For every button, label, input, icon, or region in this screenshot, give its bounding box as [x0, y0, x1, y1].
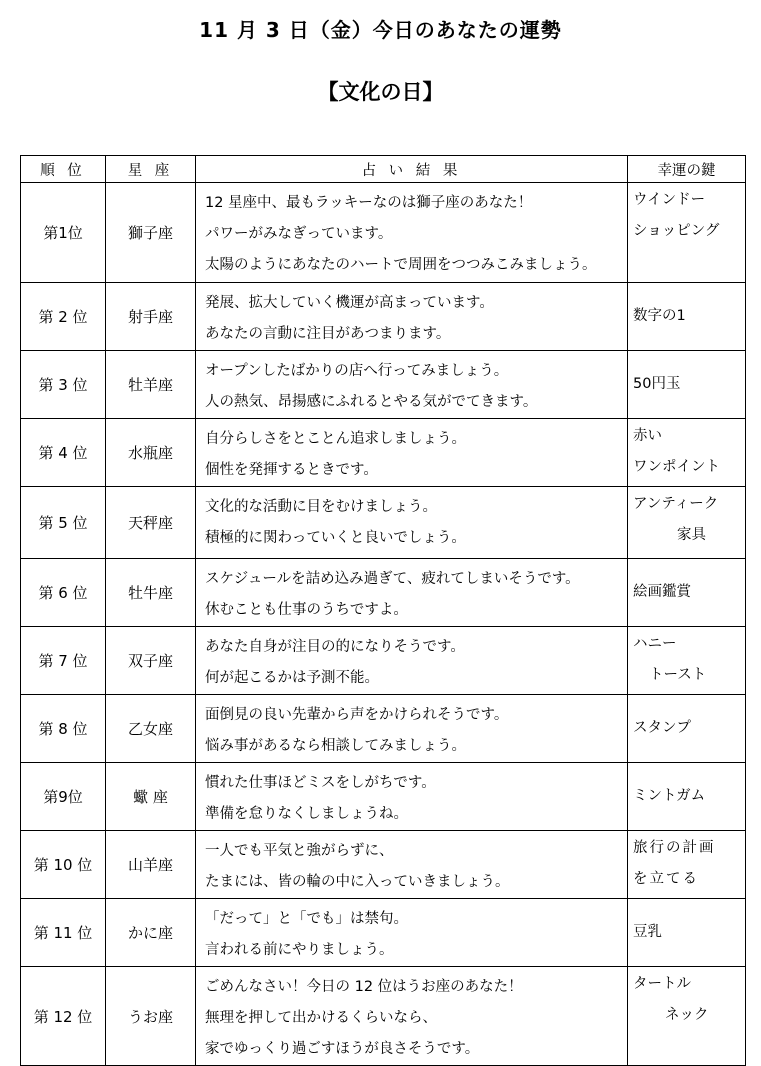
lucky-key-cell — [628, 559, 746, 627]
header-sign: 星 座 — [106, 156, 196, 183]
result-line: 個性を発揮するときです。 — [205, 462, 378, 478]
table-row — [21, 899, 746, 967]
rank-cell: 第 6 位 — [21, 559, 106, 627]
sign-cell: 双子座 — [106, 627, 196, 695]
table-row — [21, 283, 746, 351]
rank-cell: 第 11 位 — [21, 899, 106, 967]
lucky-key-cell — [628, 831, 746, 899]
lucky-key-cell — [628, 283, 746, 351]
result-cell — [196, 967, 628, 1066]
rank-cell: 第9位 — [21, 763, 106, 831]
rank-cell: 第 4 位 — [21, 419, 106, 487]
result-line: 積極的に関わっていくと良いでしょう。 — [205, 530, 466, 546]
result-line: 言われる前にやりましょう。 — [205, 942, 394, 958]
rank-cell: 第 3 位 — [21, 351, 106, 419]
lucky-key-cell — [628, 967, 746, 1066]
fortune-table — [20, 155, 746, 1066]
result-line: あなたの言動に注目があつまります。 — [205, 326, 451, 342]
result-line: 慣れた仕事ほどミスをしがちです。 — [205, 775, 436, 791]
lucky-key-cell — [628, 627, 746, 695]
result-line: 休むことも仕事のうちですよ。 — [205, 602, 408, 618]
result-cell — [196, 487, 628, 559]
result-line: 何が起こるかは予測不能。 — [205, 670, 379, 686]
result-cell — [196, 351, 628, 419]
lucky-key-line: 赤い — [633, 428, 662, 444]
rank-cell: 第 12 位 — [21, 967, 106, 1066]
page-title: 11 月 3 日（金）今日のあなたの運勢 — [199, 18, 562, 42]
sign-cell: 蠍 座 — [106, 763, 196, 831]
lucky-key-line: 数字の1 — [633, 308, 686, 324]
lucky-key-line: ショッピング — [633, 223, 720, 239]
table-row — [21, 559, 746, 627]
lucky-key-line: を立てる — [633, 871, 699, 887]
result-cell — [196, 283, 628, 351]
lucky-key-line: 50円玉 — [633, 376, 681, 392]
lucky-key-cell — [628, 487, 746, 559]
header-rank: 順 位 — [21, 156, 106, 183]
sign-cell: うお座 — [106, 967, 196, 1066]
result-cell — [196, 695, 628, 763]
rank-cell: 第 5 位 — [21, 487, 106, 559]
rank-cell: 第 8 位 — [21, 695, 106, 763]
result-line: スケジュールを詰め込み過ぎて、疲れてしまいそうです。 — [205, 571, 580, 587]
result-line: 発展、拡大していく機運が高まっています。 — [205, 295, 494, 311]
lucky-key-cell — [628, 899, 746, 967]
sign-cell: 水瓶座 — [106, 419, 196, 487]
result-line: 一人でも平気と強がらずに、 — [205, 843, 394, 859]
table-row — [21, 967, 746, 1066]
result-line: 無理を押して出かけるくらいなら、 — [205, 1010, 437, 1026]
result-line: 悩み事があるなら相談してみましょう。 — [205, 738, 466, 754]
result-line: 家でゆっくり過ごすほうが良さそうです。 — [205, 1041, 480, 1057]
sign-cell: 牡羊座 — [106, 351, 196, 419]
lucky-key-line: ハニー — [633, 636, 677, 652]
rank-cell: 第 10 位 — [21, 831, 106, 899]
result-line: パワーがみなぎっています。 — [205, 226, 393, 242]
result-cell — [196, 183, 628, 283]
rank-cell: 第 2 位 — [21, 283, 106, 351]
sign-cell: 獅子座 — [106, 183, 196, 283]
result-cell — [196, 899, 628, 967]
result-line: オープンしたばかりの店へ行ってみましょう。 — [205, 363, 509, 379]
result-line: たまには、皆の輪の中に入っていきましょう。 — [205, 874, 510, 890]
sign-cell: 乙女座 — [106, 695, 196, 763]
rank-cell: 第1位 — [21, 183, 106, 283]
result-line: 面倒見の良い先輩から声をかけられそうです。 — [205, 707, 509, 723]
result-cell — [196, 559, 628, 627]
sign-cell: かに座 — [106, 899, 196, 967]
lucky-key-line: ミントガム — [633, 788, 706, 804]
table-row — [21, 487, 746, 559]
result-line: 太陽のようにあなたのハートで周囲をつつみこみましょう。 — [205, 257, 597, 273]
table-row — [21, 351, 746, 419]
lucky-key-cell — [628, 419, 746, 487]
sign-cell: 射手座 — [106, 283, 196, 351]
lucky-key-line: ネック — [665, 1007, 709, 1023]
result-line: 文化的な活動に目をむけましょう。 — [205, 499, 437, 515]
lucky-key-line: トースト — [649, 667, 707, 683]
lucky-key-line: タートル — [633, 976, 691, 992]
result-line: 「だって」と「でも」は禁句。 — [205, 911, 408, 927]
result-line: 12 星座中、最もラッキーなのは獅子座のあなた！ — [205, 195, 533, 211]
rank-cell: 第 7 位 — [21, 627, 106, 695]
table-row — [21, 763, 746, 831]
lucky-key-line: 豆乳 — [633, 924, 662, 940]
table-header-row — [21, 156, 746, 183]
lucky-key-line: 絵画鑑賞 — [633, 584, 691, 600]
result-cell — [196, 831, 628, 899]
table-row — [21, 627, 746, 695]
lucky-key-line: 旅行の計画 — [633, 840, 716, 856]
page-subtitle: 【文化の日】 — [317, 80, 444, 104]
lucky-key-line: ウインドー — [633, 192, 706, 208]
header-lucky-key: 幸運の鍵 — [628, 156, 746, 183]
lucky-key-line: 家具 — [677, 527, 706, 543]
lucky-key-cell — [628, 763, 746, 831]
lucky-key-line: アンティーク — [633, 496, 719, 512]
result-line: ごめんなさい！今日の 12 位はうお座のあなた！ — [205, 979, 523, 995]
table-row — [21, 695, 746, 763]
result-cell — [196, 627, 628, 695]
result-line: あなた自身が注目の的になりそうです。 — [205, 639, 465, 655]
result-line: 自分らしさをとことん追求しましょう。 — [205, 431, 466, 447]
table-row — [21, 831, 746, 899]
lucky-key-cell — [628, 695, 746, 763]
result-line: 人の熱気、昂揚感にふれるとやる気がでてきます。 — [205, 394, 538, 410]
table-row — [21, 183, 746, 283]
result-line: 準備を怠りなくしましょうね。 — [205, 806, 408, 822]
result-cell — [196, 763, 628, 831]
lucky-key-line: ワンポイント — [633, 459, 720, 475]
lucky-key-line: スタンプ — [633, 720, 691, 736]
table-row — [21, 419, 746, 487]
lucky-key-cell — [628, 183, 746, 283]
sign-cell: 天秤座 — [106, 487, 196, 559]
lucky-key-cell — [628, 351, 746, 419]
sign-cell: 牡牛座 — [106, 559, 196, 627]
header-result: 占 い 結 果 — [196, 156, 628, 183]
result-cell — [196, 419, 628, 487]
sign-cell: 山羊座 — [106, 831, 196, 899]
